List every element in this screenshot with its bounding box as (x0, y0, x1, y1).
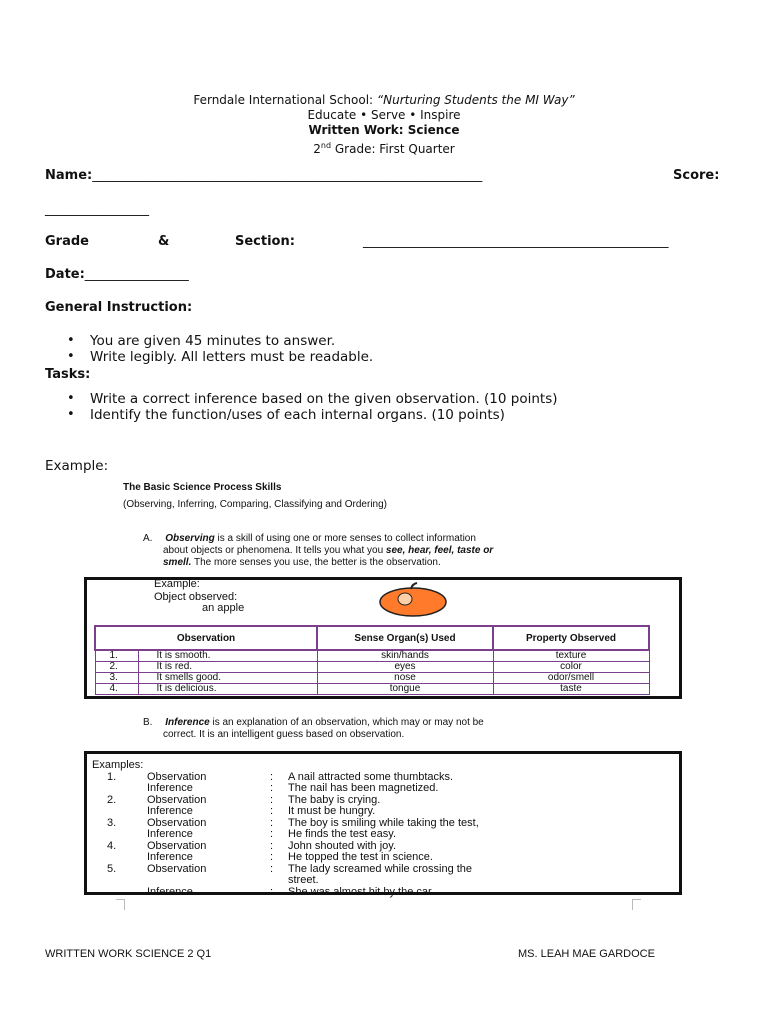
figure-subtitle: (Observing, Inferring, Comparing, Classifying and Ordering) (123, 499, 387, 510)
column-header: Observation (95, 626, 317, 650)
list-item: 5. Observation : The lady screamed while crossing the (107, 862, 473, 875)
list-item: • You are given 45 minutes to answer. (45, 333, 373, 349)
list-item: Inference : The nail has been magnetized. (147, 782, 439, 794)
footer-right: MS. LEAH MAE GARDOCE (518, 948, 655, 960)
list-item: 3. Observation : The boy is smiling while taking the test, (107, 816, 479, 829)
observation-example-box (84, 577, 682, 699)
page-title: Written Work: Science (308, 123, 460, 137)
section-label: Section: (235, 234, 295, 249)
general-instruction-list (45, 333, 373, 365)
table-row: 4. It is delicious. tongue taste (95, 684, 649, 695)
example-figure (92, 478, 688, 918)
observing-paragraph: A. Observing is a skill of using one or more senses to collect information about objects or phenomena. It tells you what you see, hear, feel, taste or smell. The more senses you use, the better is the observation. (143, 533, 494, 568)
list-item: 4. Observation : John shouted with joy. (107, 839, 397, 852)
list-item: Inference : She was almost hit by the car. (147, 885, 435, 898)
table-header-row (95, 626, 649, 650)
list-item: • Write a correct inference based on the given observation. (10 points) (45, 391, 558, 407)
score-blank[interactable]: ________________ (45, 202, 149, 217)
list-item: Inference : He topped the test in science. (147, 851, 433, 863)
name-blank[interactable]: ____________________________________________________________ (92, 168, 483, 183)
general-instruction-heading: General Instruction: (45, 300, 193, 315)
score-label: Score: (673, 168, 720, 183)
table-row: 2. It is red. eyes color (95, 662, 649, 673)
school-motto: “Nurturing Students the MI Way” (376, 93, 575, 107)
tasks-heading: Tasks: (45, 367, 91, 382)
table-row: 1. It is smooth. skin/hands texture (95, 650, 649, 662)
list-item: 1. Observation : A nail attracted some thumbtacks. (107, 770, 454, 783)
date-blank[interactable]: ________________ (84, 267, 189, 282)
observation-table (94, 625, 650, 695)
tasks-list (45, 391, 558, 423)
ampersand: & (158, 234, 170, 249)
date-field[interactable]: Date:________________ (45, 267, 189, 282)
list-item: • Write legibly. All letters must be readable. (45, 349, 373, 365)
corner-mark (632, 899, 641, 910)
inference-paragraph: B. Inference is an explanation of an observation, which may or may not be correct. It is an intelligent guess based on observation. (143, 717, 484, 740)
object-observed-label: Object observed: (154, 591, 238, 603)
list-item: Inference : It must be hungry. (147, 805, 376, 817)
box1-example-label: Example: (154, 578, 200, 590)
table-row: 3. It smells good. nose odor/smell (95, 673, 649, 684)
figure-title: The Basic Science Process Skills (123, 482, 282, 493)
apple-icon (377, 582, 449, 618)
grade-quarter: 2nd Grade: First Quarter (313, 141, 455, 156)
section-blank[interactable]: _______________________________________________ (363, 234, 669, 249)
object-observed-value: an apple (202, 602, 245, 614)
example-label: Example: (45, 458, 109, 474)
corner-mark (116, 899, 125, 910)
column-header: Property Observed (493, 626, 649, 650)
examples-heading: Examples: (92, 759, 144, 771)
grade-label: Grade (45, 234, 89, 249)
school-line: Ferndale International School: “Nurturing Students the MI Way” (193, 93, 575, 107)
list-item: street. (288, 874, 319, 886)
column-header: Sense Organ(s) Used (317, 626, 493, 650)
list-item: • Identify the function/uses of each internal organs. (10 points) (45, 407, 558, 423)
footer-left: WRITTEN WORK SCIENCE 2 Q1 (45, 948, 212, 960)
school-values: Educate • Serve • Inspire (307, 108, 461, 122)
inference-example-box (84, 751, 682, 898)
list-item: Inference : He finds the test easy. (147, 828, 397, 840)
list-item: 2. Observation : The baby is crying. (107, 793, 381, 806)
inference-examples (92, 759, 479, 898)
name-field[interactable]: Name:____________________________________________________________ (45, 168, 483, 183)
